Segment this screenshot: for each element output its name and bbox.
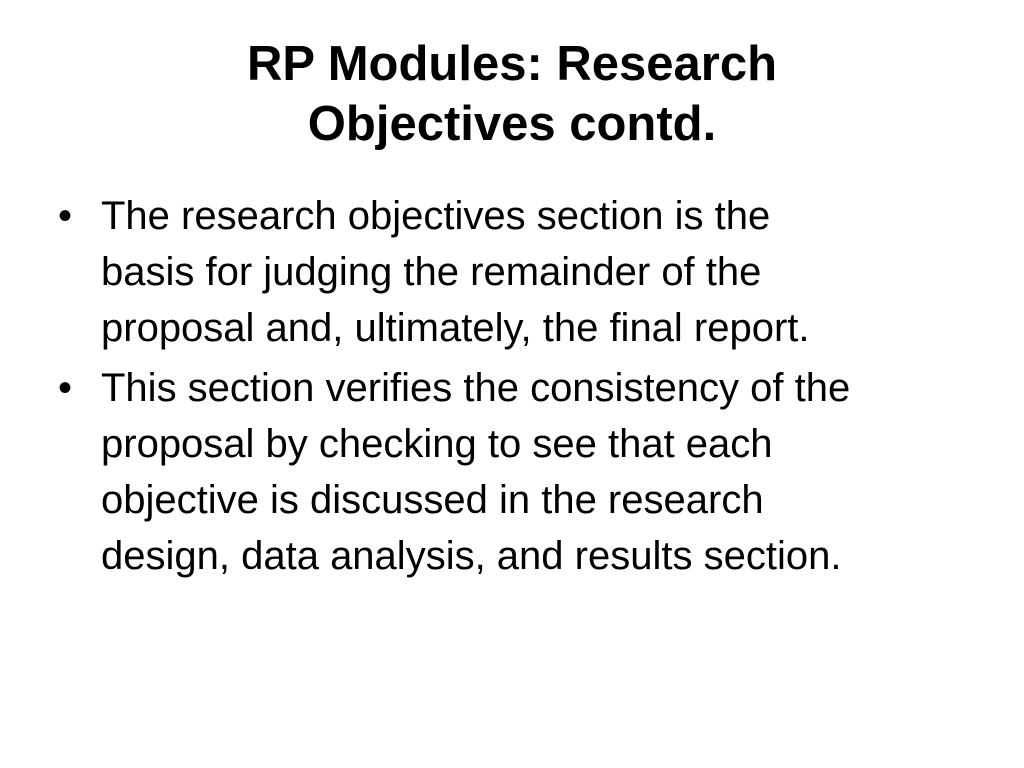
bullet-item (58, 360, 988, 584)
bullet-list (58, 188, 988, 588)
bullet-text-line: objective is discussed in the research (101, 478, 764, 522)
bullet-text-line: design, data analysis, and results section. (101, 534, 842, 578)
bullet-text-line: basis for judging the remainder of the (101, 250, 762, 294)
bullet-text-line: The research objectives section is the (101, 194, 771, 238)
bullet-text-line: proposal by checking to see that each (101, 422, 773, 466)
bullet-text-line: proposal and, ultimately, the final report. (101, 306, 810, 350)
slide-title (100, 34, 924, 154)
slide-title-line: RP Modules: Research (246, 37, 778, 91)
bullet-item (58, 188, 988, 356)
bullet-text-line: This section verifies the consistency of the (101, 366, 851, 410)
slide-title-line: Objectives contd. (307, 97, 717, 151)
bullet-icon: • (58, 194, 73, 238)
bullet-icon: • (58, 366, 73, 410)
